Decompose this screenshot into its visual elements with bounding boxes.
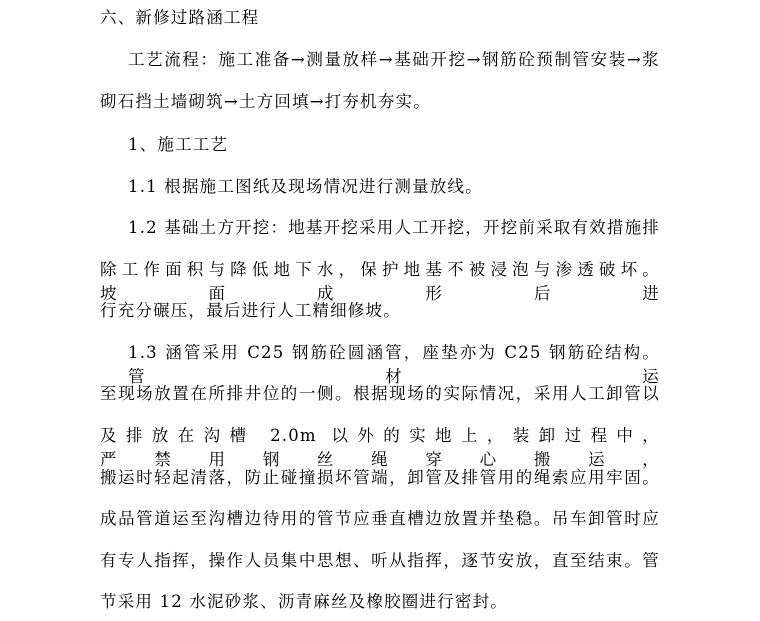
item-1-3-line-5: 成品管道运至沟槽边待用的管节应垂直槽边放置并垫稳。吊车卸管时应 (100, 509, 660, 528)
section-heading: 六、新修过路涵工程 (100, 8, 260, 27)
subsection-heading: 1、施工工艺 (128, 135, 229, 154)
item-1-3-line-4: 搬运时轻起清落，防止碰撞损坏管端，卸管及排管用的绳索应用牢固。 (100, 468, 660, 487)
item-1-1: 1.1 根据施工图纸及现场情况进行测量放线。 (128, 177, 483, 196)
item-1-2-line-3: 行充分碾压，最后进行人工精细修坡。 (100, 301, 401, 320)
item-1-3-line-7: 节采用 12 水泥砂浆、沥青麻丝及橡胶圈进行密封。 (100, 592, 508, 611)
item-1-2-line-1: 1.2 基础土方开挖：地基开挖采用人工开挖，开挖前采取有效措施排 (128, 218, 660, 237)
item-1-3-line-6: 有专人指挥，操作人员集中思想、听从指挥，逐节安放，直至结束。管 (100, 551, 660, 570)
item-1-3-line-1: 1.3 涵管采用 C25 钢筋砼圆涵管，座垫亦为 C25 钢筋砼结构。管材运 (128, 343, 660, 386)
item-1-3-line-3: 及排放在沟槽 2.0m 以外的实地上，装卸过程中，严禁用钢丝绳穿心搬运， (100, 426, 660, 469)
process-flow-line-2: 砌石挡土墙砌筑→土方回填→打夯机夯实。 (100, 92, 431, 111)
item-1-3-line-2: 至现场放置在所排井位的一侧。根据现场的实际情况，采用人工卸管以 (100, 384, 660, 403)
item-1-2-line-2: 除工作面积与降低地下水，保护地基不被浸泡与渗透破坏。坡面成形后进 (100, 260, 660, 303)
process-flow-line-1: 工艺流程：施工准备→测量放样→基础开挖→钢筋砼预制管安装→浆 (128, 50, 660, 69)
